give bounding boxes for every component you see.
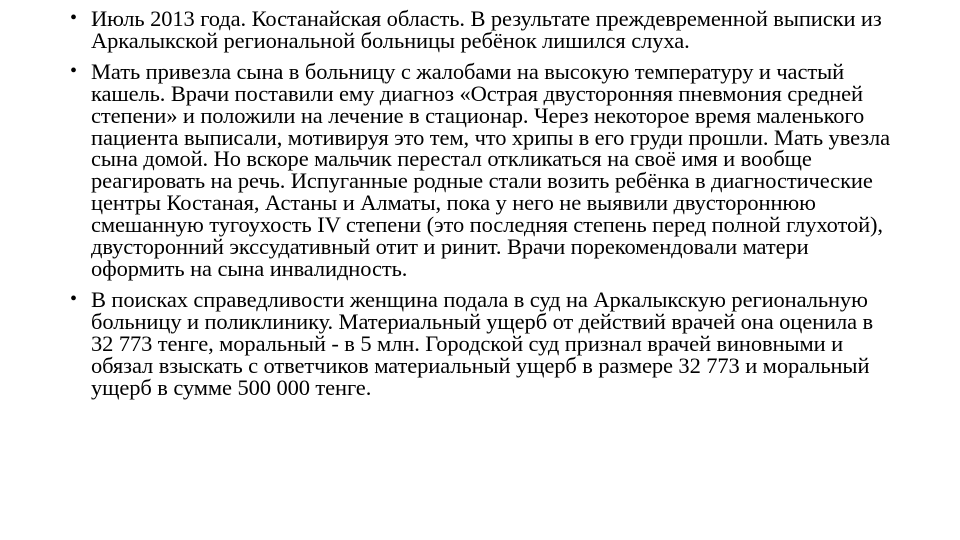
bullet-text: Мать привезла сына в больницу с жалобами на высокую температуру и частый кашель. Врачи поставили ему диагноз «Острая двусторонняя пневмония средней степени» и положили на лечение в стационар. Через некоторое время маленького пациента выписали, мотивируя это тем, что хрипы в его груди прошли. Мать увезла сына домой. Но вскоре мальчик перестал откликаться на своё имя и вообще реагировать на речь. Испуганные родные стали возить ребёнка в диагностические центры Костаная, Астаны и Алматы, пока у него не выявили двустороннюю смешанную тугоухость IV степени (это последняя степень перед полной глухотой), двусторонний экссудативный отит и ринит. Врачи порекомендовали матери оформить на сына инвалидность. xyxy=(91,58,891,281)
bullet-marker: • xyxy=(70,59,77,82)
bullet-item-medical-history xyxy=(70,58,900,281)
bullet-text: Июль 2013 года. Костанайская область. В результате преждевременной выписки из Аркалыкской региональной больницы ребёнок лишился слуха. xyxy=(91,6,882,53)
bullet-text: В поисках справедливости женщина подала в суд на Аркалыкскую региональную больницу и поликлинику. Материальный ущерб от действий врачей она оценила в 32 773 тенге, моральный - в 5 млн. Городской суд признал врачей виновными и обязал взыскать с ответчиков материальный ущерб в размере 32 773 и моральный ущерб в сумме 500 000 тенге. xyxy=(91,286,874,400)
bullet-item-case-summary xyxy=(70,8,900,52)
bullet-marker: • xyxy=(70,287,77,310)
bullet-list xyxy=(70,8,900,407)
bullet-marker: • xyxy=(70,7,77,29)
bullet-item-court-ruling xyxy=(70,286,900,400)
